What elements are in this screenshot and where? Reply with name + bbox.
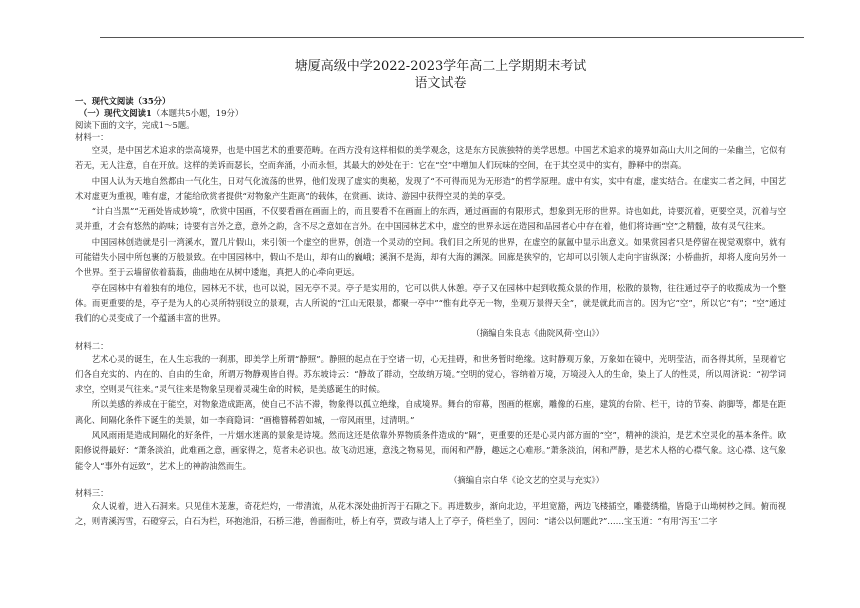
header-rule (100, 37, 804, 38)
instruction: 阅读下面的文字，完成1～5题。 (75, 120, 195, 130)
material3-label: 材料三： (75, 487, 109, 498)
material1-label: 材料一： (75, 132, 109, 142)
material1-source: （摘编自朱良志《曲院风荷·空山》） (471, 327, 604, 338)
material1-para: 亭在园林中有着独有的地位，园林无不状，也可以说，园无亭不灵。亭子是实用的，它可以供人休憩。亭子又在园林中起到收揽众景的作用，松散的景物，往往通过亭子的收揽成为一个整体。而更重要的是，亭子是为人的心灵所特别设立的景观，古人所说的“江山无限景，都聚一亭中”“惟有此亭无一物，坐观万景得天全”，就是就此而言的。因为它“空”，所以它“有”；“空”通过我们的心灵变成了一个蕴涵丰富的世界。 (75, 282, 786, 324)
material2-para: 艺术心灵的诞生，在人生忘我的一刹那，即美学上所谓“静照”。静照的起点在于空诸一切，心无挂碍，和世务暂时绝缘。这时静观万象，万象如在镜中，光明莹洁，而各得其所，呈现着它们各自充实的、内在的、自由的生命，所谓万物静观皆自得。苏东坡诗云：“静故了群动，空故纳万境。”空明的觉心，容纳着万境，万境浸入人的生命，染上了人的性灵，所以周济说：“初学词求空，空则灵气往来。”灵气往来是物象呈现着灵魂生命的时候，是美感诞生的时候。 (75, 353, 786, 395)
part-heading (75, 107, 786, 119)
material1-para: 空灵，是中国艺术追求的崇高境界，也是中国艺术的重要范畴。在西方没有这样相似的美学观念，这是东方民族独特的美学思想。中国艺术追求的境界如高山大川之间的一朵幽兰，它似有若无，无人注意，自在开放。这样的美诉而瑟长，空而奔涌，小而永恒，其最大的妙处在于：它在“空”中增加人们玩味的空间，在于其空灵中的实有，静释中的崇高。 (75, 145, 786, 171)
section-heading: 一、现代文阅读（35分） (75, 96, 171, 106)
material3-para: 众人说着，进入石洞来。只见佳木茏葱，奇花烂灼，一带清流，从花木深处曲折泻于石隙之下。再进数步，渐向北边，平坦宽豁，两边飞楼插空，雕甍绣槛，皆隐于山坳树杪之间。俯而视之，则青溪泻雪，石磴穿云，白石为栏，环抱池沿，石桥三港，兽面衔吐，桥上有亭，贾政与诸人上了亭子，倚栏坐了，因问：“诸公以何题此?”……宝玉道：“有用‘泻玉’二字 (75, 500, 786, 527)
material2-source: （摘编自宗白华《论文艺的空灵与充实》） (449, 474, 604, 485)
material2-label: 材料二： (75, 340, 109, 351)
material2-para: 风风雨雨是造成间隔化的好条件，一片烟水迷离的景象是诗境。然而这还是依靠外界物质条件造成的“隔”，更重要的还是心灵内部方面的“空”，精神的淡泊，是艺术空灵化的基本条件。欧阳修说得最好：“萧条淡泊，此难画之意，画家得之，览者未必识也。故飞动迟速，意浅之物易见，而闲和严静，趣远之心难形。”萧条淡泊，闲和严静，是艺术人格的心襟气象。这心襟、这气象能令人“事外有远致”，艺术上的神韵油然而生。 (75, 430, 786, 471)
material1-para: 中国人认为天地自然都由一气化生，日对气化流荡的世界，他们发现了虚实的奥秘，发现了“不可得而见为无形造”的哲学原理。虚中有实，实中有虚，虚实结合。在虚实二者之间，中国艺术对虚更为重视，唯有虚，才能给欣赏者提供“对物象产生距离”的载体，在赏画、读诗、游园中获得空灵的美的享受。 (75, 175, 786, 201)
exam-title: 塘厦高级中学2022-2023学年高二上学期期末考试 (294, 59, 587, 74)
part-heading-note: （本题共5小题，19分） (151, 108, 244, 118)
part-heading-label: （一）现代文阅读1 (79, 108, 152, 118)
exam-subtitle: 语文试卷 (414, 76, 467, 91)
exam-page (75, 58, 786, 530)
material1-para: “计白当黑”“无画处皆成妙境”，欣赏中国画，不仅要看画在画面上的，而且要看不在画面上的东西，通过画面的有限形式，想象到无形的世界。诗也如此，诗要沉着，更要空灵，沉着与空灵并重，才会有悠然的韵味；诗要有言外之意，意外之韵，含不尽之意如在言外。在中国园林艺术中，虚空的世界永远在造园和品园者心中存在着，他们将诗画“空”之精髓，故有灵气往来。 (75, 206, 786, 232)
material2-para: 所以美感的养成在于能空，对物象造成距离，使自己不沾不滞，物象得以孤立绝缘，自成境界。舞台的帘幕，图画的框廓，雕像的石座，建筑的台阶、栏干，诗的节奏、韵脚等，都是在距离化、间隔化条件下诞生的美景，如一李商隐词：“画檐簪稀碧如城，一帘风雨里，过清明。” (75, 399, 786, 425)
material1-para: 中国园林创造就是引一湾溪水，置几片假山，来引领一个虚空的世界，创造一个灵动的空间。我们目之所见的世界，在虚空的氤氲中显示出意义。如果赏园者只是停留在视觉观察中，就有可能错失小园中所包裹的万般景致。在中国园林中，假山不是山，却有山的巍峨；溪涧不是海，却有大海的渊深。回廊是狭窄的，它却可以引领人走向宇宙纵深；小桥曲折，却将人度向另外一个世界。至于云墙留依着蓊蓊，曲曲地在从树中逶迤，真把人的心牵向更远。 (75, 236, 786, 278)
